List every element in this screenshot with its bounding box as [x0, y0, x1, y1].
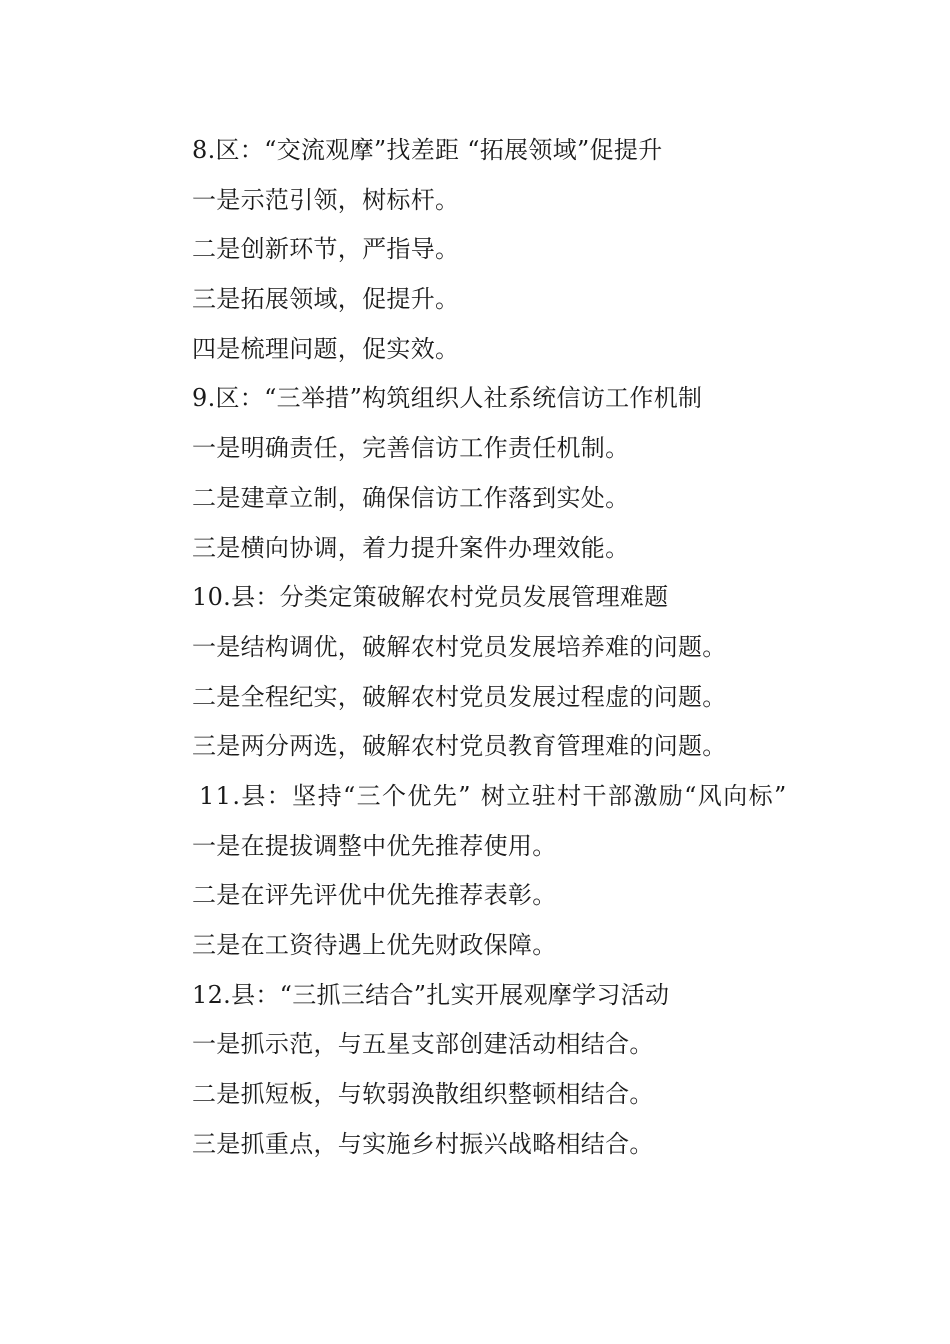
document-body [144, 126, 816, 1169]
list-item: 一是示范引领，树标杆。 [192, 185, 460, 214]
section-heading: 10.县：分类定策破解农村党员发展管理难题 [192, 583, 669, 612]
list-item: 三是横向协调，着力提升案件办理效能。 [192, 533, 630, 562]
section-heading: 9.区：“三举措”构筑组织人社系统信访工作机制 [192, 384, 703, 413]
list-item: 二是抓短板，与软弱涣散组织整顿相结合。 [192, 1080, 654, 1109]
list-item: 二是建章立制，确保信访工作落到实处。 [192, 483, 630, 512]
section-heading: 11.县：坚持“三个优先” 树立驻村干部激励“风向标” [199, 781, 788, 810]
list-item: 一是明确责任，完善信访工作责任机制。 [192, 434, 630, 463]
section-heading: 12.县：“三抓三结合”扎实开展观摩学习活动 [192, 980, 670, 1009]
list-item: 三是两分两选，破解农村党员教育管理难的问题。 [192, 732, 727, 761]
list-item: 三是在工资待遇上优先财政保障。 [192, 931, 557, 960]
list-item: 三是拓展领域，促提升。 [192, 285, 460, 314]
list-item: 一是抓示范，与五星支部创建活动相结合。 [192, 1030, 654, 1059]
list-item: 二是在评先评优中优先推荐表彰。 [192, 881, 557, 910]
list-item: 二是创新环节，严指导。 [192, 235, 460, 264]
list-item: 一是结构调优，破解农村党员发展培养难的问题。 [192, 632, 727, 661]
section-heading: 8.区：“交流观摩”找差距 “拓展领域”促提升 [192, 136, 663, 164]
list-item: 四是梳理问题，促实效。 [192, 334, 460, 363]
list-item: 一是在提拔调整中优先推荐使用。 [192, 831, 557, 860]
list-item: 二是全程纪实，破解农村党员发展过程虚的问题。 [192, 682, 727, 711]
list-item: 三是抓重点，与实施乡村振兴战略相结合。 [192, 1129, 654, 1158]
